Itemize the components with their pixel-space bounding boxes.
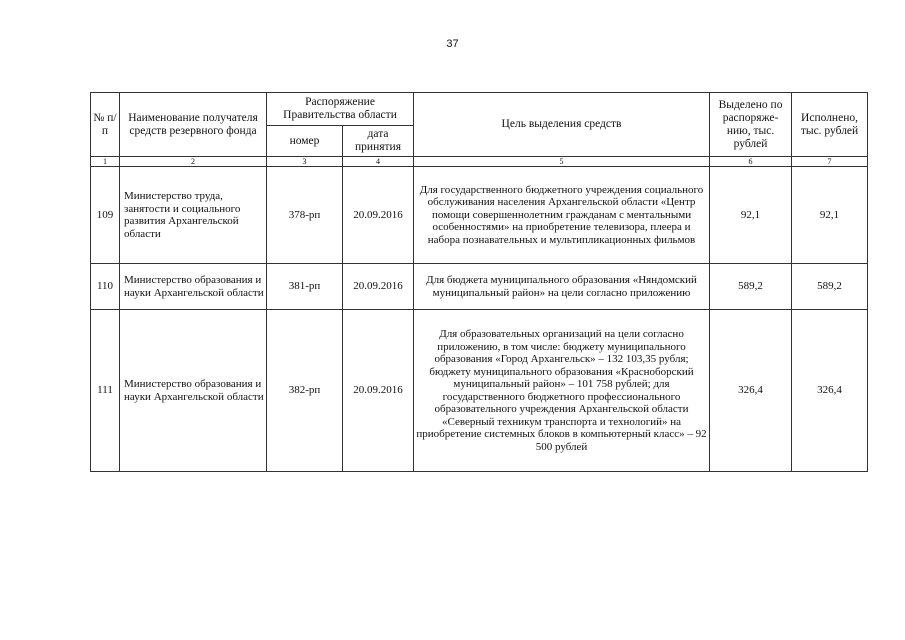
row-allocated: 326,4 — [710, 310, 792, 472]
row-executed: 589,2 — [792, 264, 868, 310]
row-order-date: 20.09.2016 — [343, 167, 414, 264]
row-recipient: Министерство образования и науки Архангельской области — [120, 264, 267, 310]
row-purpose: Для государственного бюджетного учреждения социального обслуживания населения Архангельской области «Центр помощи совершеннолетним гражданам с ментальными особенностями» на приобретение телевизора, плеера и набора познавательных и мультипликационных фильмов — [414, 167, 710, 264]
column-index: 3 — [267, 157, 343, 167]
row-num: 111 — [91, 310, 120, 472]
header-order-number: номер — [267, 126, 343, 157]
table-row — [91, 264, 868, 310]
table-row — [91, 167, 868, 264]
column-index: 1 — [91, 157, 120, 167]
header-purpose: Цель выделения средств — [414, 93, 710, 157]
header-order-group: Распоряжение Правительства области — [267, 93, 414, 126]
row-num: 109 — [91, 167, 120, 264]
column-index: 5 — [414, 157, 710, 167]
column-index: 2 — [120, 157, 267, 167]
row-purpose: Для образовательных организаций на цели согласно приложению, в том числе: бюджету муниципального образования «Город Архангельск» – 132 103,35 рубля; бюджету муниципального образования «Красноборский муниципальный район» – 101 758 рублей; для государственного бюджетного профессионального образовательного учреждения Архангельской области «Северный техникум транспорта и технологий» на приобретение системных блоков в компьютерный класс» – 92 500 рублей — [414, 310, 710, 472]
table-row — [91, 310, 868, 472]
row-executed: 92,1 — [792, 167, 868, 264]
header-order-date: дата принятия — [343, 126, 414, 157]
row-order-date: 20.09.2016 — [343, 310, 414, 472]
header-allocated: Выделено по распоряже-нию, тыс. рублей — [710, 93, 792, 157]
row-allocated: 589,2 — [710, 264, 792, 310]
column-index: 7 — [792, 157, 868, 167]
header-recipient: Наименование получателя средств резервного фонда — [120, 93, 267, 157]
row-order-date: 20.09.2016 — [343, 264, 414, 310]
column-index-row — [91, 157, 868, 167]
reserve-fund-table — [90, 92, 868, 472]
row-order-number: 381-рп — [267, 264, 343, 310]
row-order-number: 378-рп — [267, 167, 343, 264]
row-recipient: Министерство труда, занятости и социального развития Архангельской области — [120, 167, 267, 264]
row-executed: 326,4 — [792, 310, 868, 472]
row-order-number: 382-рп — [267, 310, 343, 472]
header-executed: Исполнено, тыс. рублей — [792, 93, 868, 157]
row-recipient: Министерство образования и науки Архангельской области — [120, 310, 267, 472]
column-index: 4 — [343, 157, 414, 167]
row-allocated: 92,1 — [710, 167, 792, 264]
header-num: № п/п — [91, 93, 120, 157]
row-num: 110 — [91, 264, 120, 310]
column-index: 6 — [710, 157, 792, 167]
header-row — [91, 93, 868, 126]
page-number: 37 — [446, 38, 459, 50]
row-purpose: Для бюджета муниципального образования «Няндомский муниципальный район» на цели согласно приложению — [414, 264, 710, 310]
